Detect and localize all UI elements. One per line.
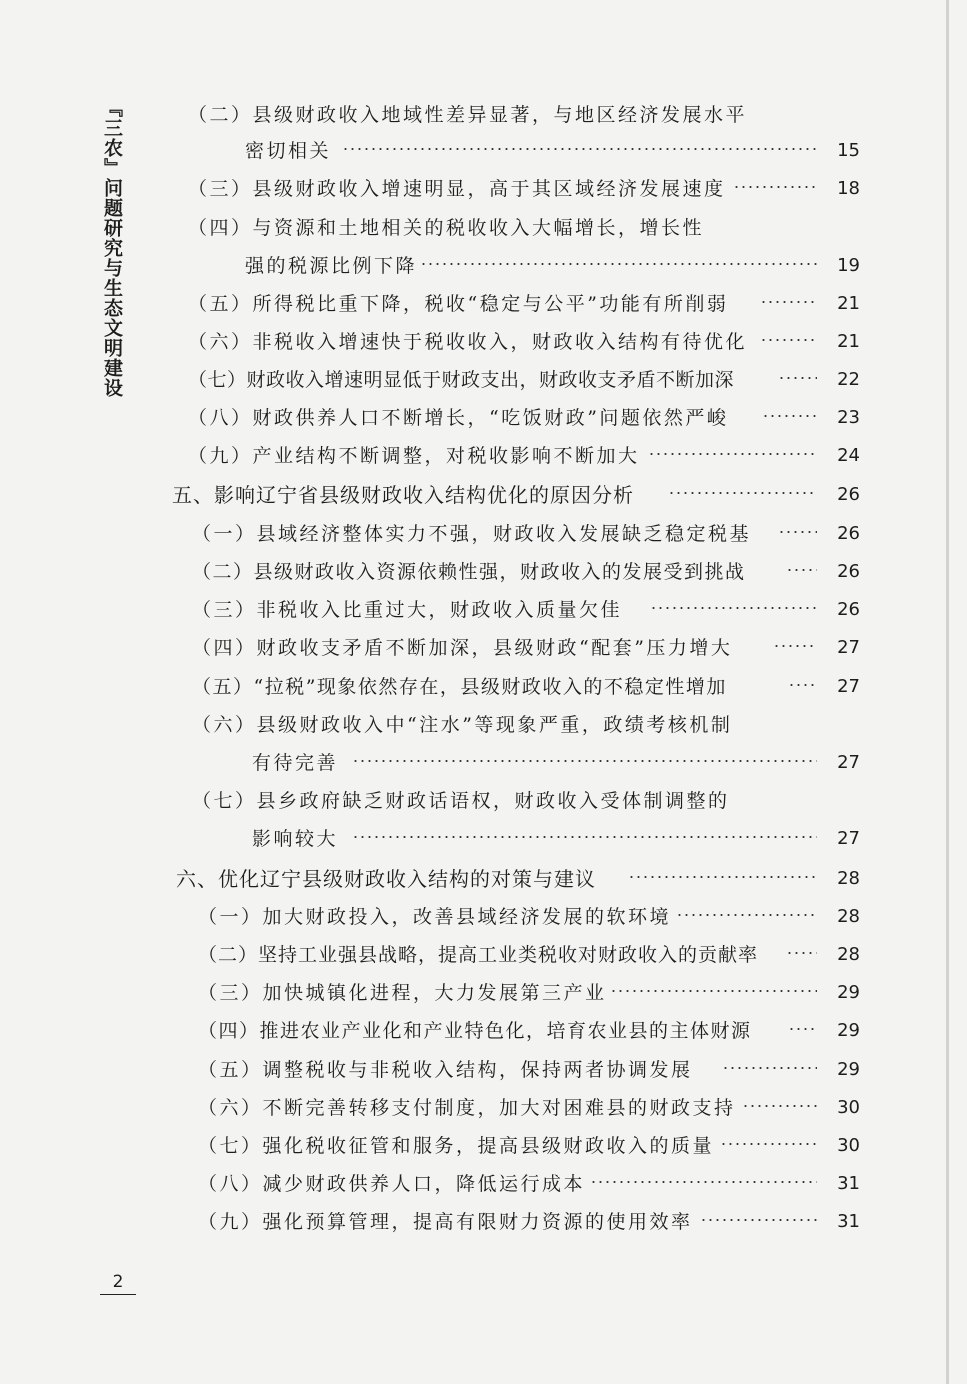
toc-entry xyxy=(0,783,967,819)
dot-leader xyxy=(742,1105,817,1107)
dot-leader xyxy=(722,1067,817,1069)
toc-entry xyxy=(0,1090,967,1126)
dot-leader xyxy=(610,990,817,992)
toc-entry-text: （八）减少财政供养人口，降低运行成本 xyxy=(198,1173,586,1195)
toc-page-number: 19 xyxy=(837,255,860,276)
toc-entry xyxy=(0,592,967,628)
toc-page-number: 26 xyxy=(837,561,860,582)
dot-leader xyxy=(668,492,817,494)
toc-entry-text: （九）产业结构不断调整，对税收影响不断加大 xyxy=(188,445,640,467)
dot-leader xyxy=(628,876,817,878)
toc-entry xyxy=(0,400,967,436)
toc-chapter xyxy=(0,861,967,897)
toc-page-number: 29 xyxy=(837,982,860,1003)
toc-entry xyxy=(0,248,967,284)
toc-entry-text: （七）县乡政府缺乏财政话语权，财政收入受体制调整的 xyxy=(192,790,730,812)
toc-page-number: 22 xyxy=(837,369,860,390)
toc-page-number: 31 xyxy=(837,1211,860,1232)
toc-page-number: 26 xyxy=(837,484,860,505)
toc-entry xyxy=(0,1166,967,1202)
dot-leader xyxy=(342,148,817,150)
toc-entry-text: （七）强化税收征管和服务，提高县级财政收入的质量 xyxy=(198,1135,715,1157)
dot-leader xyxy=(760,301,817,303)
toc-page-number: 28 xyxy=(837,868,860,889)
toc-page-number: 29 xyxy=(837,1059,860,1080)
toc-entry xyxy=(0,1013,967,1049)
toc-entry-text: 有待完善 xyxy=(252,752,339,774)
toc-entry-text: （五）调整税收与非税收入结构，保持两者协调发展 xyxy=(198,1059,693,1081)
page-number: 2 xyxy=(100,1272,136,1295)
dot-leader xyxy=(786,569,817,571)
dot-leader xyxy=(352,836,817,838)
dot-leader xyxy=(733,186,817,188)
toc-entry-text: （九）强化预算管理，提高有限财力资源的使用效率 xyxy=(198,1211,693,1233)
dot-leader xyxy=(773,645,817,647)
toc-entry xyxy=(0,438,967,474)
dot-leader xyxy=(420,263,817,265)
toc-page-number: 28 xyxy=(837,944,860,965)
toc-entry-text: （七）财政收入增速明显低于财政支出，财政收支矛盾不断加深 xyxy=(188,369,735,391)
toc-entry-text: （二）县级财政收入地域性差异显著，与地区经济发展水平 xyxy=(188,104,748,126)
toc-entry xyxy=(0,707,967,743)
dot-leader xyxy=(778,377,817,379)
toc-entry xyxy=(0,324,967,360)
dot-leader xyxy=(676,914,817,916)
toc-entry xyxy=(0,133,967,169)
toc-entry-text: （一）县域经济整体实力不强，财政收入发展缺乏稳定税基 xyxy=(192,523,752,545)
dot-leader xyxy=(760,339,817,341)
toc-page-number: 30 xyxy=(837,1135,860,1156)
toc-entry-text: （五）“拉税”现象依然存在，县级财政收入的不稳定性增加 xyxy=(192,676,727,698)
toc-page-number: 21 xyxy=(837,331,860,352)
toc-entry xyxy=(0,1204,967,1240)
toc-entry xyxy=(0,899,967,935)
toc-entry-text: （二）县级财政收入资源依赖性强，财政收入的发展受到挑战 xyxy=(192,561,746,583)
toc-entry-text: （四）推进农业产业化和产业特色化，培育农业县的主体财源 xyxy=(198,1020,752,1042)
toc-page-number: 28 xyxy=(837,906,860,927)
toc-page-number: 29 xyxy=(837,1020,860,1041)
toc-entry xyxy=(0,171,967,207)
toc-entry-text: （四）与资源和土地相关的税收收入大幅增长，增长性 xyxy=(188,217,705,239)
toc-page-number: 26 xyxy=(837,599,860,620)
toc-entry-text: 影响较大 xyxy=(252,828,339,850)
toc-entry-text: （四）财政收支矛盾不断加深，县级财政“配套”压力增大 xyxy=(192,637,733,659)
toc-entry-text: （八）财政供养人口不断增长，“吃饭财政”问题依然严峻 xyxy=(188,407,729,429)
toc-page-number: 15 xyxy=(837,140,860,161)
toc-entry xyxy=(0,630,967,666)
dot-leader xyxy=(648,453,817,455)
toc-entry xyxy=(0,516,967,552)
toc-entry-text: （六）不断完善转移支付制度，加大对困难县的财政支持 xyxy=(198,1097,736,1119)
series-title: 『三农』问题研究与生态文明建设 xyxy=(101,98,123,398)
dot-leader xyxy=(762,415,817,417)
toc-entry xyxy=(0,210,967,246)
dot-leader xyxy=(650,607,817,609)
toc-entry xyxy=(0,975,967,1011)
toc-page-number: 27 xyxy=(837,828,860,849)
dot-leader xyxy=(788,684,817,686)
toc-page-number: 27 xyxy=(837,676,860,697)
toc-page-number: 30 xyxy=(837,1097,860,1118)
toc-page-number: 27 xyxy=(837,637,860,658)
toc-entry-text: （一）加大财政投入，改善县域经济发展的软环境 xyxy=(198,906,672,928)
dot-leader xyxy=(720,1143,817,1145)
toc-entry xyxy=(0,97,967,133)
toc-entry xyxy=(0,362,967,398)
toc-page-number: 21 xyxy=(837,293,860,314)
toc-entry xyxy=(0,286,967,322)
dot-leader xyxy=(590,1181,817,1183)
toc-entry-text: 六、优化辽宁县级财政收入结构的对策与建议 xyxy=(176,867,596,891)
toc-entry xyxy=(0,554,967,590)
toc-entry-text: （三）非税收入比重过大，财政收入质量欠佳 xyxy=(192,599,623,621)
toc-entry-text: （五）所得税比重下降，税收“稳定与公平”功能有所削弱 xyxy=(188,293,729,315)
toc-entry xyxy=(0,1128,967,1164)
toc-page-number: 31 xyxy=(837,1173,860,1194)
toc-page-number: 23 xyxy=(837,407,860,428)
toc-entry xyxy=(0,669,967,705)
dot-leader xyxy=(700,1219,817,1221)
toc-entry-text: 密切相关 xyxy=(245,140,332,162)
toc-chapter xyxy=(0,477,967,513)
toc-entry-text: （三）加快城镇化进程，大力发展第三产业 xyxy=(198,982,607,1004)
dot-leader xyxy=(778,531,817,533)
toc-entry-text: （六）县级财政收入中“注水”等现象严重，政绩考核机制 xyxy=(192,714,733,736)
toc-page-number: 26 xyxy=(837,523,860,544)
toc-entry-text: （六）非税收入增速快于税收收入，财政收入结构有待优化 xyxy=(188,331,748,353)
toc-page-number: 27 xyxy=(837,752,860,773)
dot-leader xyxy=(786,952,817,954)
toc-entry-text: （二）坚持工业强县战略，提高工业类税收对财政收入的贡献率 xyxy=(198,944,759,966)
toc-page-number: 18 xyxy=(837,178,860,199)
dot-leader xyxy=(352,760,817,762)
dot-leader xyxy=(788,1028,817,1030)
toc-entry xyxy=(0,821,967,857)
toc-entry xyxy=(0,1052,967,1088)
toc-entry-text: 五、影响辽宁省县级财政收入结构优化的原因分析 xyxy=(172,483,634,507)
toc-entry xyxy=(0,745,967,781)
toc-entry-text: 强的税源比例下降 xyxy=(245,255,418,277)
toc-page-number: 24 xyxy=(837,445,860,466)
toc-entry xyxy=(0,937,967,973)
toc-entry-text: （三）县级财政收入增速明显，高于其区域经济发展速度 xyxy=(188,178,726,200)
